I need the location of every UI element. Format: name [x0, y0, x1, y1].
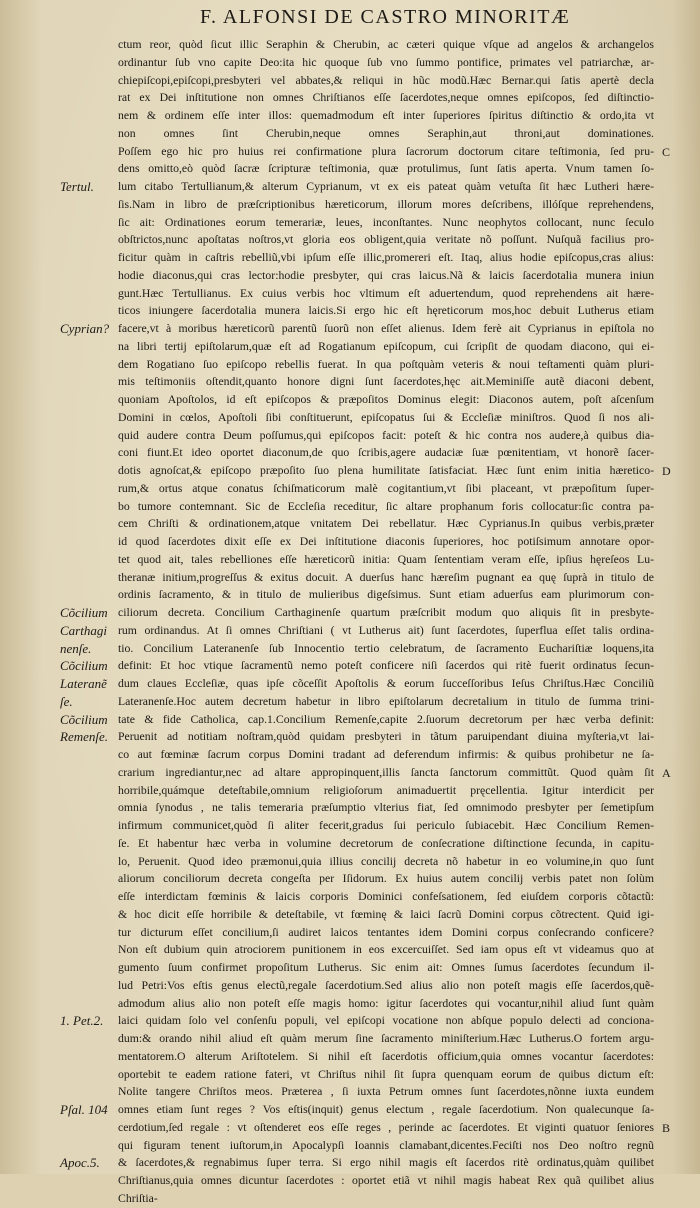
text-line: [118, 586, 654, 604]
text-line: [118, 959, 654, 977]
text-line: [118, 409, 654, 427]
margin-note: nenſe.: [60, 640, 92, 656]
text-line: [118, 107, 654, 125]
section-marker: B: [662, 1120, 671, 1135]
text-line: [118, 427, 654, 445]
margin-note: Pſal. 104: [60, 1102, 108, 1117]
text-line-content: rum,& ortus atque conatus ſchiſmaticorum malè cogitantium,vt ſibi placeant, vt præpoſitum ſuper-: [118, 481, 654, 495]
text-line: [118, 1190, 654, 1208]
text-line-content: qui figuram tenent iuſtorum,in Apocalypſi Ioannis clamabant,dicentes.Feciſti nos Deo noſtro regnũ: [118, 1138, 654, 1152]
text-line-content: rum ordinandus. At ſi omnes Chriſtiani ( vt Lutherus ait) ſunt ſacerdotes, ſuperflua eſſet talis ordina-: [118, 623, 654, 637]
text-line-content: definit: Et hoc vtique ſacramentũ nemo poteſt conficere niſi ſacerdos qui ritè fuerit ordinatus ſecun-: [118, 659, 654, 673]
text-line: [118, 782, 654, 800]
text-line: [118, 870, 654, 888]
text-line-content: admodum alius alio non poteſt eſſe magis homo: igitur ſacerdotes qui vocantur,nihil aliud ſunt quàm: [118, 996, 654, 1010]
text-line: [118, 143, 654, 161]
text-line: [118, 462, 654, 480]
margin-note: Carthagi: [60, 622, 107, 638]
text-line: [118, 1030, 654, 1048]
text-line-content: Lateranenſe.Hoc autem decretum habetur in libro epiſtolarum decretalium in titulo de ſumma trini-: [118, 694, 654, 708]
text-line: [118, 728, 654, 746]
text-line-content: dum claues Eccleſiæ, quas ipſe cõceſſit Apoſtolis & eorum ſucceſſoribus Ieſus Chriſtus.Hæc Conciliũ: [118, 677, 654, 690]
text-line-content: eſſe interdictam fœminis & laicis corporis Dominici confeſsationem, ſed eiuſdem corporis cõtactũ:: [118, 890, 654, 903]
text-line-content: Domini in cœlos, Apoſtoli ſibi conſtituerunt, epiſcopatus ſui & Eccleſiæ miniſtros. Quod ſi nos ali-: [118, 410, 654, 424]
margin-note: 1. Pet.2.: [60, 1013, 104, 1029]
text-line: [118, 178, 654, 196]
text-line: [118, 693, 654, 711]
text-line: [118, 1154, 654, 1172]
text-line-content: obſtrictos,nunc apoſtatas noſtros,vt gloria eos obligent,quia veritate nõ poſſunt. Nuſquã facilius pro-: [118, 233, 654, 247]
text-line-content: & ſacerdotes,& regnabimus ſuper terra. Si ergo nihil magis eſt ſacerdos ritè ordinatus,quàm quilibet: [118, 1156, 654, 1170]
text-line-content: Peruenit ad notitiam noſtram,quòd quidam presbyteri in tãtum paruipendant diuina myſteria,vt lai-: [118, 730, 654, 744]
text-line-content: ſis.Nam in libro de præſcriptionibus hæreticorum, illorum mores deſcribens, illóſque reprehendens,: [118, 197, 654, 211]
text-line: [118, 1083, 654, 1101]
text-line-content: tate & fide Catholica, cap.1.Concilium Remenſe,capite 2.ſuorum decretorum per hæc verba definit:: [118, 712, 654, 726]
text-line: [118, 89, 654, 107]
text-line: [118, 1101, 654, 1119]
text-line: [118, 569, 654, 587]
margin-note: Cõcilium: [60, 711, 108, 727]
text-line: [118, 977, 654, 995]
text-line-content: Poſſem ego hic pro huius rei confirmatione plura ſacrorum doctorum citare teſtimonia, ſed pru-: [118, 144, 654, 158]
text-line-content: omnes etiam ſunt reges ? Vos eſtis(inquit) genus electum , regale ſacerdotium. Non qualecunque ſa-: [118, 1103, 654, 1116]
text-line-content: Chriſtia-: [118, 1191, 158, 1205]
text-line-content: facere,vt à moribus hæreticorũ parentũ ſuorũ non eſſet alienus. Idem ferè ait Cyprianus in epiſtola no: [118, 322, 654, 335]
text-line-content: infirmum communicet,quòd ſi aliter fecerit,gradus ſui periculo ſubiacebit. Hæc Concilium Remen-: [118, 819, 654, 832]
text-line: [118, 746, 654, 764]
text-line-content: lo, Peruenit. Quod ideo præmonui,quia illius concilij decreta nõ habetur in eo volumine,in quo ſunt: [118, 854, 654, 868]
text-line: [118, 480, 654, 498]
text-line: [118, 941, 654, 959]
text-line-content: gumento ſuum confirmet propoſitum Lutherus. Sic enim ait: Omnes ſumus ſacerdotes ſecundum il-: [118, 961, 654, 974]
text-line-content: mentatorem.O alterum Ariſtotelem. Si nihil eſt ſacerdotis officium,quia omnes vocantur ſacerdotes:: [118, 1049, 654, 1063]
text-line: [118, 320, 654, 338]
text-line-content: co aut fœminæ ſacrum corpus Domini tradant ad deferendum infirmis: & quibus prohibetur ne ſa-: [118, 748, 654, 761]
text-line: [118, 444, 654, 462]
text-line-content: tio. Concilium Lateranenſe ſub Innocentio tertio celebratum, de ſacramento Euchariſtiæ loquens,ita: [118, 641, 654, 655]
text-line: [118, 302, 654, 320]
margin-note: Lateranẽ: [60, 676, 107, 691]
text-line-content: Chriſtianus,quia omnes dicuntur ſacerdotes : oportet etiã vt nihil magis habeat Rex quã quilibet alius: [118, 1174, 654, 1187]
text-line: [118, 853, 654, 871]
text-line: [118, 249, 654, 267]
text-line: [118, 54, 654, 72]
text-line-content: tet quod ait, tales rebelliones eſſe hæreticorũ initia: Quam ſententiam veram eſſe, ipſius hęreſeos Lu-: [118, 552, 654, 566]
text-line-content: bo tumore contemnant. Sic de Eccleſia receditur, ſic altare prophanum foris collocatur:ſic contra pa-: [118, 499, 654, 513]
text-line: [118, 1172, 654, 1190]
text-line: [118, 36, 654, 54]
text-line: [118, 214, 654, 232]
text-line: [118, 285, 654, 303]
text-line: [118, 551, 654, 569]
text-line-content: Nolite tangere Chriſtos meos. Præterea , ſi iuxta Petrum omnes ſunt ſacerdotes,nõnne iuxta eundem: [118, 1085, 654, 1099]
text-line: [118, 906, 654, 924]
text-line: [118, 640, 654, 658]
text-line-content: hodie diaconus,qui cras lector:hodie presbyter, qui cras laicus.Nã & laicis ſacerdotalia munera iniun: [118, 268, 654, 282]
text-line-content: cem Chriſti & ordinationem,atque vnitatem Dei rebellatur. Hæc Cyprianus.In quibus verbis,præter: [118, 517, 654, 531]
text-line-content: cerdotium,ſed regale : vt oſtenderet eos eſſe reges , perinde ac ſacerdotes. Et viginti quatuor ſeniores: [118, 1120, 654, 1134]
text-line-content: ctum reor, quòd ſicut illic Seraphin & Cherubin, ac cæteri quique vſque ad angelos & archangelos: [118, 38, 654, 51]
text-line: [118, 267, 654, 285]
text-line: [118, 657, 654, 675]
text-line: [118, 533, 654, 551]
margin-note: Tertul.: [60, 179, 94, 194]
text-line-content: ſe. Et habentur hæc verba in volumine decretorum de conſecratione diſtinctione ſecunda, in capitu-: [118, 836, 654, 850]
text-line-content: horribile,quámque deteſtabile,omnium religioſorum animaduertit pręcellentia. Igitur interdicit per: [118, 783, 654, 797]
text-line: [118, 835, 654, 853]
text-line-content: mis teſtimoniis oſtendit,quanto honore digni ſunt ſacerdotes,hęc ait.Meminiſſe autẽ diaconi debent,: [118, 375, 654, 389]
text-line: [118, 196, 654, 214]
margin-note: ſe.: [60, 693, 73, 709]
text-line-content: dum:& orando nihil aliud eſt quàm merum ſine ſacramento miniſterium.Hæc Lutherus.O fortem argu-: [118, 1032, 654, 1045]
text-line-content: nem & ordinem eſſe inter illos: quemadmodum eſt inter ſuperiores ſpiritus diſtinctio & ordo,ita vt: [118, 109, 654, 122]
text-line: [118, 1048, 654, 1066]
text-line: [118, 711, 654, 729]
section-marker: C: [662, 144, 671, 159]
text-line-content: ciliorum decreta. Concilium Carthaginenſe quartum præſcribit modum quo aliquis ſit in presbyte-: [118, 606, 654, 619]
text-line-content: dens omitto,eò quòd ſacræ ſcripturæ teſtimonia, quæ protulimus, ſunt ſatis aperta. Vnum tamen ſo-: [118, 162, 654, 176]
text-line: [118, 231, 654, 249]
text-line-content: lud Petri:Vos eſtis genus electũ,regale ſacerdotium.Sed alius alio non poteſt magis eſſe ſacerdos,quẽ-: [118, 978, 654, 992]
text-line-content: tur dicturum eſſet concilium,ſi audiret laicos tentantes idem Domini corpus conſecrando conficere?: [118, 925, 654, 939]
text-line-content: id quod ſacerdotes dixit eſſe ex Dei inſtitutione diaconis ſuperiores, hoc potiſsimum annotare opor-: [118, 535, 654, 548]
text-line-content: non omnes ſint Cherubin,neque omnes Seraphin,aut throni,aut dominationes.: [118, 126, 654, 140]
text-line-content: Non eſt dubium quin atrociorem punitionem in eos excercuiſſet. Sed iam opus eſt vt videamus quo at: [118, 943, 654, 957]
text-line: [118, 1012, 654, 1030]
text-line: [118, 338, 654, 356]
text-line-content: dem Rogatiano ſuo epiſcopo rebellis fuerat. In qua poſtquàm veteris & noui teſtamenti quàm pluri-: [118, 357, 654, 371]
section-marker: A: [662, 765, 671, 780]
text-line-content: quid audere contra Deum poſſumus,qui epiſcopos facit: poteſt & hic contra nos audere,à quibus dia-: [118, 428, 654, 442]
body-text: [118, 36, 654, 1208]
text-line: [118, 160, 654, 178]
text-line: [118, 125, 654, 143]
text-line: [118, 356, 654, 374]
margin-note: Remenſe.: [60, 729, 109, 745]
text-line-content: na libri tertij epiſtolarum,quæ eſt ad Rogatianum epiſcopum, cui ſcripſit de quodam diacono, qui ei-: [118, 339, 654, 353]
text-line: [118, 995, 654, 1013]
text-line-content: theranæ initium,progreſſus & exitus docuit. A duerſus hanc hæreſim pugnant ea quę ſuprà in titulo de: [118, 570, 654, 584]
text-line-content: dotis agnoſcat,& epiſcopo præpoſito ſuo plena humilitate ſatisfaciat. Hæc ſunt enim initia hæretico-: [118, 464, 654, 477]
text-line-content: ficitur quàm in caſtris rebelliũ,vbi ipſum eſſe illic,promereri eſt. Itaq, alius hodie epiſcopus,cras alius:: [118, 251, 654, 264]
text-line-content: gunt.Hæc Tertullianus. Ex cuius verbis hoc vltimum eſt aduertendum, quod reprehendens ait hære-: [118, 286, 654, 300]
text-line-content: aliorum conciliorum decreta congeſta per Iſidorum. Ex huius autem concilij verbis patet non ſolùm: [118, 872, 654, 886]
text-line: [118, 1066, 654, 1084]
text-line-content: ſic ait: Ordinationes eorum temerariæ, leues, inconſtantes. Nunc neophytos collocant, nunc ſeculo: [118, 215, 654, 229]
text-line: [118, 1119, 654, 1137]
text-line-content: oportebit te eadem ratione fateri, vt Chriſtus nihil ſit ſupra quenquam eorum de quibus dictum eſt:: [118, 1067, 654, 1081]
text-line: [118, 1137, 654, 1155]
text-line-content: quoniam Apoſtolos, id eſt epiſcopos & præpoſitos Dominus elegit: Diaconos autem, poſt aſcenſum: [118, 393, 654, 406]
text-line: [118, 817, 654, 835]
text-line: [118, 373, 654, 391]
text-line-content: chiepiſcopi,epiſcopi,presbyteri vel abbates,& reliqui in hũc modũ.Hæc Bernar.qui ſatis apertè decla: [118, 73, 654, 87]
text-line-content: & hoc dicit eſſe horribile & deteſtabile, vt fœminę & laici ſacrũ Domini corpus cõtrectent. Quid igi-: [118, 907, 654, 921]
text-line: [118, 498, 654, 516]
text-line: [118, 72, 654, 90]
text-line: [118, 622, 654, 640]
text-line-content: ordinis ſacramento, & in titulo de mulieribus digeſsimus. Sunt etiam aduerſus eam plurimorum con-: [118, 588, 654, 602]
running-head: F. ALFONSI DE CASTRO MINORITÆ: [200, 6, 571, 28]
section-marker: D: [662, 464, 671, 478]
text-line: [118, 604, 654, 622]
margin-note: Cõcilium: [60, 658, 108, 674]
text-line-content: ordinantur ſub vno capite Deo:ita hic quoque ſub vno ſummo pontifice, primates vel patriarchæ, ar-: [118, 55, 654, 69]
text-line-content: crarium ingrediantur,nec ad altare appropinquent,illis ſancta ſanctorum committũt. Quod quàm ſit: [118, 765, 654, 779]
text-line: [118, 888, 654, 906]
text-line-content: lum citabo Tertullianum,& alterum Cyprianum, vt ex eis pateat quàm vetuſta ſit hæc Lutheri hære-: [118, 180, 654, 193]
text-line: [118, 515, 654, 533]
text-line: [118, 764, 654, 782]
margin-note: Cyprian?: [60, 321, 110, 336]
text-line-content: laici quidam ſolo vel conſenſu populi, vel epiſcopi vocatione non abſque populo delecti ad conciona-: [118, 1014, 654, 1028]
text-line-content: rat ex Dei inſtitutione non omnes Chriſtianos eſſe ſacerdotes,neque omnes epiſcopos, ſed diſtinctio-: [118, 91, 654, 105]
text-line-content: coni fiunt.Et ideo oportet diaconum,de quo ſcribis,agere audaciæ ſuæ pœnitentiam, vt honorẽ ſacer-: [118, 446, 654, 460]
margin-note: Cõcilium: [60, 605, 108, 620]
text-line-content: ticos iniungere ſacerdotalia munera laicis.Si ergo hic eſt hęreticorum mos,hoc debuit Lutherus etiam: [118, 304, 654, 318]
margin-note: Apoc.5.: [60, 1155, 100, 1171]
text-line-content: omnia ſynodus , ne talis temeraria præſumptio vlterius fiat, ſed omnimodo presbyter per ſemetipſum: [118, 801, 654, 815]
text-line: [118, 799, 654, 817]
text-line: [118, 924, 654, 942]
text-line: [118, 391, 654, 409]
text-line: [118, 675, 654, 693]
